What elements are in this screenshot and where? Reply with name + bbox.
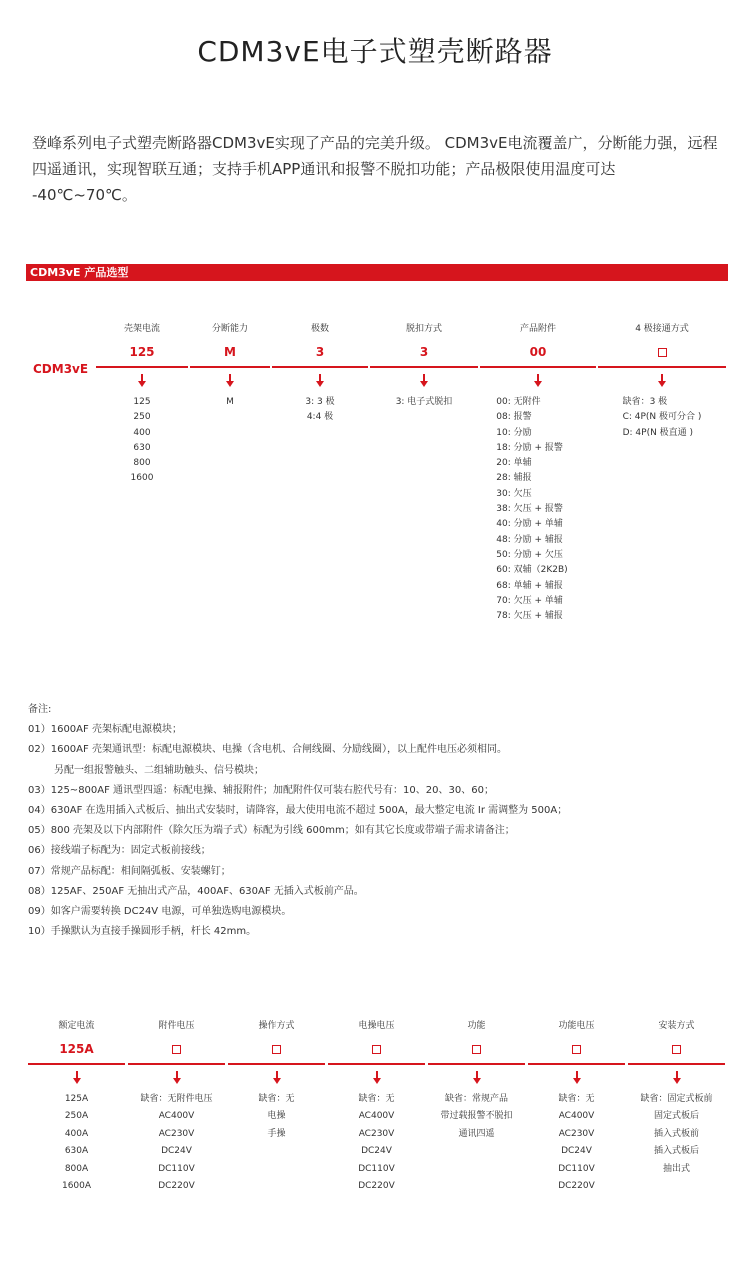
column-label: 壳架电流: [123, 324, 160, 334]
column-label: 4 极接通方式: [635, 324, 689, 334]
arrow-down-icon: [328, 1065, 425, 1087]
arrow-down-icon: [128, 1065, 225, 1087]
column-code: [598, 342, 726, 362]
column-code: 3: [315, 345, 325, 359]
column-code: [428, 1039, 525, 1059]
options-list: 缺省：3 极 C: 4P(N 极可分合 ) D: 4P(N 极直通 ): [622, 397, 702, 438]
selection-column-4pole-mode: [598, 322, 726, 441]
notes-section: [28, 700, 728, 942]
options-list: 缺省：常规产品 带过载报警不脱扣 通讯四遥: [440, 1094, 513, 1139]
checkbox-square-icon: [272, 1045, 281, 1054]
arrow-down-icon: [628, 1065, 725, 1087]
note-item: 07）常规产品标配：相间隔弧板、安装螺钉；: [28, 865, 231, 877]
column-label: 附件电压: [158, 1021, 195, 1031]
column-code: [128, 1039, 225, 1059]
checkbox-square-icon: [572, 1045, 581, 1054]
arrow-down-icon: [190, 368, 270, 390]
column-label: 功能: [467, 1021, 486, 1031]
column-label: 功能电压: [558, 1021, 595, 1031]
selection-column-poles: [272, 322, 368, 426]
column-code: [228, 1039, 325, 1059]
note-item: 10）手操默认为直接手操圆形手柄，杆长 42mm。: [28, 926, 257, 938]
options-list: 125 250 400 630 800 1600: [130, 397, 154, 484]
column-label: 产品附件: [519, 324, 556, 334]
arrow-down-icon: [428, 1065, 525, 1087]
column-code: [528, 1039, 625, 1059]
column-code: 125: [129, 345, 155, 359]
checkbox-square-icon: [658, 348, 667, 357]
selection2-column-mounting: [628, 1019, 725, 1178]
arrow-down-icon: [528, 1065, 625, 1087]
column-label: 安装方式: [658, 1021, 695, 1031]
section-title-bar: CDM3vE 产品选型: [26, 264, 728, 281]
checkbox-square-icon: [172, 1045, 181, 1054]
column-label: 分断能力: [211, 324, 248, 334]
options-list: 缺省：固定式板前 固定式板后 插入式板前 插入式板后 抽出式: [640, 1094, 713, 1174]
page-title: CDM3vE电子式塑壳断路器: [197, 35, 553, 68]
arrow-down-icon: [272, 368, 368, 390]
note-item: 04）630AF 在选用插入式板后、抽出式安装时，请降容，最大使用电流不超过 500A，最大整定电流 Ir 需调整为 500A；: [28, 805, 568, 817]
selection2-column-accessory-voltage: [128, 1019, 225, 1195]
note-item: 08）125AF、250AF 无抽出式产品，400AF、630AF 无插入式板前产品。: [28, 885, 364, 897]
checkbox-square-icon: [472, 1045, 481, 1054]
options-list: 缺省：无 AC400V AC230V DC24V DC110V DC220V: [358, 1094, 395, 1192]
note-item: 06）接线端子标配为：固定式板前接线；: [28, 845, 211, 857]
note-item: 01）1600AF 壳架标配电源模块；: [28, 724, 182, 736]
note-item: 另配一组报警触头、二组辅助触头、信号模块；: [54, 764, 264, 776]
column-label: 电操电压: [358, 1021, 395, 1031]
note-item: 05）800 壳架及以下内部附件（除欠压为端子式）标配为引线 600mm；如有其它长度或带端子需求请备注；: [28, 825, 515, 837]
intro-paragraph: 登峰系列电子式塑壳断路器CDM3vE实现了产品的完美升级。 CDM3vE电流覆盖广，分断能力强，远程四遥通讯，实现智联互通；支持手机APP通讯和报警不脱扣功能；产品极限使用温度可达 -40℃~70℃。: [32, 134, 718, 204]
selection2-column-function: [428, 1019, 525, 1143]
column-code: 00: [529, 345, 547, 359]
options-list: 3: 电子式脱扣: [395, 397, 453, 407]
arrow-down-icon: [28, 1065, 125, 1087]
note-item: 09）如客户需要转换 DC24V 电源，可单独选购电源模块。: [28, 906, 292, 918]
column-code: 125A: [59, 1042, 94, 1056]
arrow-down-icon: [370, 368, 478, 390]
arrow-down-icon: [480, 368, 596, 390]
options-list: 缺省：无 AC400V AC230V DC24V DC110V DC220V: [558, 1094, 595, 1192]
arrow-down-icon: [228, 1065, 325, 1087]
checkbox-square-icon: [672, 1045, 681, 1054]
arrow-down-icon: [598, 368, 726, 390]
column-label: 极数: [310, 324, 329, 334]
selection-column-trip-type: [370, 322, 478, 410]
selection2-column-function-voltage: [528, 1019, 625, 1195]
selection2-column-operation: [228, 1019, 325, 1143]
options-list: 缺省：无 电操 手操: [258, 1094, 295, 1139]
options-list: 00: 无附件 08: 报警 10: 分励 18: 分励 + 报警 20: 单辅 28: 辅报 30: 欠压 38: 欠压 + 报警 40: 分励 + 单辅 48: 分励 + 辅报 50: 分励 + 欠压 60: 双辅（2K2B) 68: 单辅 + 辅报 70: 欠压 + 单辅 78: 欠压 + 辅报: [496, 397, 568, 622]
column-code: [328, 1039, 425, 1059]
checkbox-square-icon: [372, 1045, 381, 1054]
selection-column-breaking-capacity: [190, 322, 270, 410]
selection-column-accessories: [480, 322, 596, 624]
column-label: 额定电流: [58, 1021, 95, 1031]
options-list: M: [226, 397, 234, 407]
selection-column-frame-current: [96, 322, 188, 487]
model-code: CDM3vE: [33, 362, 89, 376]
options-list: 125A 250A 400A 630A 800A 1600A: [61, 1094, 92, 1192]
options-list: 3: 3 极 4:4 极: [305, 397, 335, 423]
note-item: 03）125~800AF 通讯型四遥：标配电操、辅报附件；加配附件仅可装右腔代号有：10、20、30、60；: [28, 784, 494, 796]
column-label: 操作方式: [258, 1021, 295, 1031]
arrow-down-icon: [96, 368, 188, 390]
column-code: 3: [419, 345, 429, 359]
column-label: 脱扣方式: [405, 324, 442, 334]
column-code: M: [224, 345, 236, 359]
notes-title: 备注:: [28, 704, 52, 715]
options-list: 缺省：无附件电压 AC400V AC230V DC24V DC110V DC220V: [140, 1094, 213, 1192]
note-item: 02）1600AF 壳架通讯型：标配电源模块、电操（含电机、合闸线圈、分励线圈），以上配件电压必须相同。: [28, 744, 507, 756]
selection2-column-motor-voltage: [328, 1019, 425, 1195]
column-code: [628, 1039, 725, 1059]
selection2-column-rated-current: [28, 1019, 125, 1195]
